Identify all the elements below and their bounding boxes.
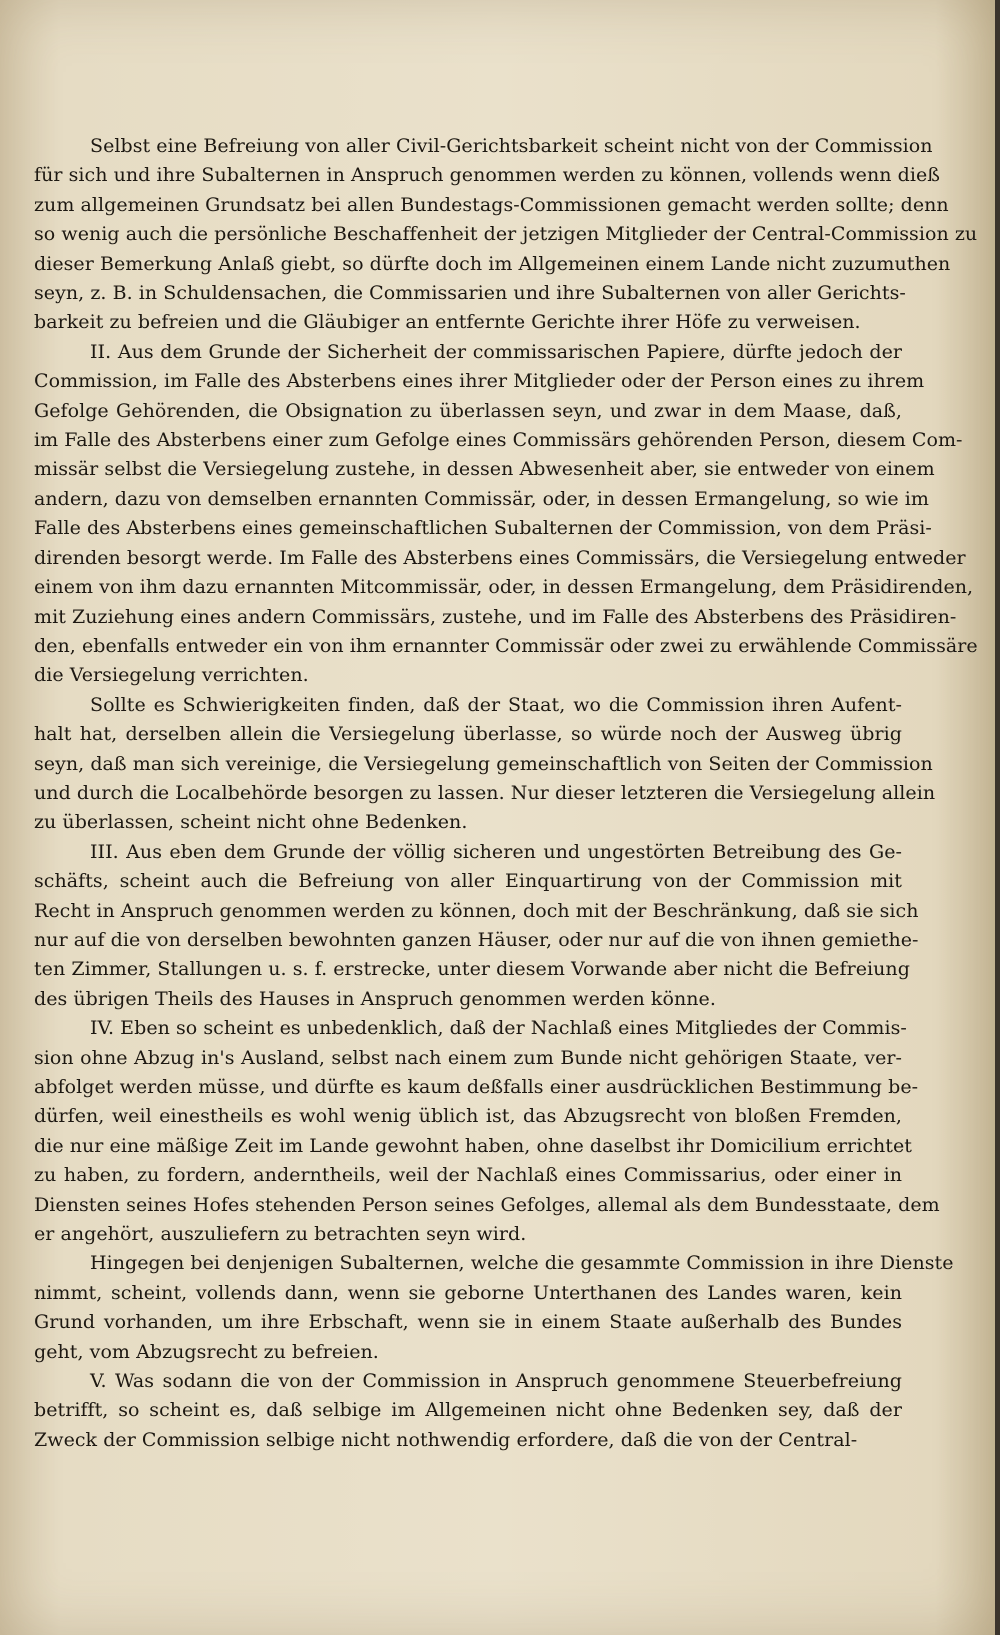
paragraph-p3 [34, 691, 936, 838]
text-line: V. Was sodann die von der Commission in Anspruch genommene Steuerbefreiung [90, 1370, 902, 1393]
page-edge [995, 0, 1000, 1635]
text-line: dürfen, weil einestheils es wohl wenig üblich ist, das Abzugsrecht von bloßen Fremden, [34, 1105, 902, 1128]
text-line: IV. Eben so scheint es unbedenklich, daß der Nachlaß eines Mitgliedes der Commis- [90, 1017, 907, 1040]
text-line: direnden besorgt werde. Im Falle des Absterbens eines Commissärs, die Versiegelung entweder [34, 546, 966, 569]
text-line: barkeit zu befreien und die Gläubiger an entfernte Gerichte ihrer Höfe zu verweisen. [34, 311, 861, 334]
paragraph-p6 [34, 1249, 954, 1367]
text-line: und durch die Localbehörde besorgen zu lassen. Nur dieser letzteren die Versiegelung allein [34, 781, 936, 804]
text-line: andern, dazu von demselben ernannten Commissär, oder, in dessen Ermangelung, so wie im [34, 487, 929, 510]
text-line: mit Zuziehung eines andern Commissärs, zustehe, und im Falle des Absterbens des Präsidiren- [34, 605, 957, 628]
text-line: geht, vom Abzugsrecht zu befreien. [34, 1340, 379, 1363]
text-line: Sollte es Schwierigkeiten finden, daß der Staat, wo die Commission ihren Aufent- [90, 693, 902, 716]
paragraph-p1 [34, 132, 978, 338]
text-line: seyn, daß man sich vereinige, die Versiegelung gemeinschaftlich von Seiten der Commission [34, 752, 933, 775]
text-line: sion ohne Abzug in's Ausland, selbst nach einem zum Bunde nicht gehörigen Staate, ver- [34, 1046, 902, 1069]
text-line: Grund vorhanden, um ihre Erbschaft, wenn sie in einem Staate außerhalb des Bundes [34, 1311, 902, 1334]
text-line: er angehört, auszuliefern zu betrachten seyn wird. [34, 1223, 527, 1246]
paragraph-p4 [34, 838, 919, 1014]
text-line: zu haben, zu fordern, anderntheils, weil der Nachlaß eines Commissarius, oder einer in [34, 1164, 902, 1187]
text-line: die Versiegelung verrichten. [34, 664, 309, 687]
text-line: zum allgemeinen Grundsatz bei allen Bundestags-Commissionen gemacht werden sollte; denn [34, 193, 949, 216]
paragraph-p7 [34, 1367, 902, 1455]
text-line: zu überlassen, scheint nicht ohne Bedenken. [34, 811, 468, 834]
text-line: Gefolge Gehörenden, die Obsignation zu überlassen seyn, und zwar in dem Maase, daß, [34, 399, 902, 422]
text-line: abfolget werden müsse, und dürfte es kaum deßfalls einer ausdrücklichen Bestimmung be- [34, 1076, 919, 1098]
paragraph-p2 [34, 338, 978, 691]
text-line: halt hat, derselben allein die Versiegelung überlasse, so würde noch der Ausweg übrig [34, 723, 902, 746]
text-line: dieser Bemerkung Anlaß giebt, so dürfte doch im Allgemeinen einem Lande nicht zuzumuthen [34, 252, 951, 275]
text-line: den, ebenfalls entweder ein von ihm ernannter Commissär oder zwei zu erwählende Commissäre [34, 634, 978, 657]
text-line: im Falle des Absterbens einer zum Gefolge eines Commissärs gehörenden Person, diesem Com- [34, 429, 963, 452]
text-line: nimmt, scheint, vollends dann, wenn sie geborne Unterthanen des Landes waren, kein [34, 1281, 902, 1304]
text-line: Zweck der Commission selbige nicht nothwendig erfordere, daß die von der Central- [34, 1428, 858, 1451]
text-line: die nur eine mäßige Zeit im Lande gewohnt haben, ohne daselbst ihr Domicilium errichtet [34, 1134, 912, 1157]
text-line: Falle des Absterbens eines gemeinschaftlichen Subalternen der Commission, von dem Präsi- [34, 517, 932, 540]
text-line: einem von ihm dazu ernannten Mitcommissär, oder, in dessen Ermangelung, dem Präsidirenden, [34, 576, 974, 599]
text-line: Diensten seines Hofes stehenden Person seines Gefolges, allemal als dem Bundesstaate, dem [34, 1193, 940, 1216]
text-line: seyn, z. B. in Schuldensachen, die Commissarien und ihre Subalternen von aller Gerichts- [34, 282, 906, 305]
text-line: für sich und ihre Subalternen in Anspruch genommen werden zu können, vollends wenn dieß [34, 164, 940, 187]
text-line: Recht in Anspruch genommen werden zu können, doch mit der Beschränkung, daß sie sich [34, 899, 919, 922]
text-line: Hingegen bei denjenigen Subalternen, welche die gesammte Commission in ihre Dienste [90, 1252, 954, 1275]
text-line: ten Zimmer, Stallungen u. s. f. erstrecke, unter diesem Vorwande aber nicht die Befreiung [34, 958, 910, 981]
text-line: so wenig auch die persönliche Beschaffenheit der jetzigen Mitglieder der Central-Commission zu [34, 223, 978, 246]
document-body [34, 132, 978, 1455]
paragraph-p5 [34, 1014, 940, 1249]
text-line: III. Aus eben dem Grunde der völlig sicheren und ungestörten Betreibung des Ge- [90, 840, 902, 863]
text-line: Commission, im Falle des Absterbens eines ihrer Mitglieder oder der Person eines zu ihrem [34, 370, 925, 393]
text-line: Selbst eine Befreiung von aller Civil-Gerichtsbarkeit scheint nicht von der Commission [90, 135, 933, 157]
text-line: missär selbst die Versiegelung zustehe, in dessen Abwesenheit aber, sie entweder von einem [34, 458, 935, 481]
text-line: des übrigen Theils des Hauses in Anspruch genommen werden könne. [34, 987, 716, 1010]
text-line: nur auf die von derselben bewohnten ganzen Häuser, oder nur auf die von ihnen gemiethe- [34, 928, 919, 951]
text-line: schäfts, scheint auch die Befreiung von aller Einquartirung von der Commission mit [34, 870, 902, 893]
text-line: II. Aus dem Grunde der Sicherheit der commissarischen Papiere, dürfte jedoch der [90, 340, 902, 363]
text-line: betrifft, so scheint es, daß selbige im Allgemeinen nicht ohne Bedenken sey, daß der [34, 1399, 902, 1422]
